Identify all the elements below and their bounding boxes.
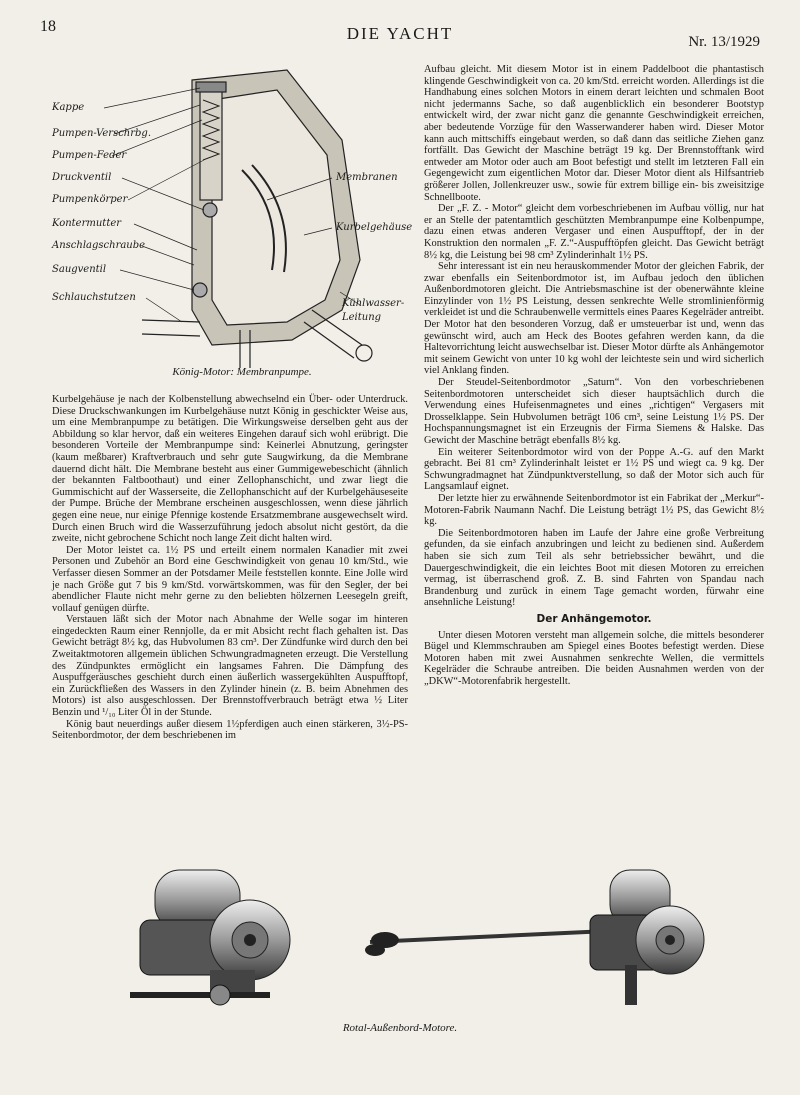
label-anschlagschraube: Anschlagschraube xyxy=(52,240,146,251)
paragraph: Kurbelgehäuse je nach der Kolbenstellung abwechselnd ein Über- oder Unterdruck. Diese Druckschwankungen im Kurbelgehäuse nutzt König in geschickter Weise aus, um eine Membranpumpe zu betätigen. Die Wirkungsweise derselben geht aus der Abbildung so klar hervor, daß ein weiteres Eingehen darauf sich wohl erübrigt. Die besonderen Vorteile der Membranpumpe sind: Keinerlei Abnutzung, geringster (kaum meßbarer) Kraftverbrauch und sehr gute Saugwirkung, da die Membrane dauernd dicht hält. Die Membrane besteht aus einer Gummigewebeschicht (ähnlich der bekannten Faltboothaut) und einer Zellophanschicht, und zwar liegt die Gummischicht auf der Wasserseite, die Zellophanschicht auf der Kurbelgehäuseseite der Pumpe. Brüche der Membrane erscheinen ausgeschlossen, wenn diese jährlich gegen eine neue, nur einige Pfennige kostende Ersatzmembrane ausgewechselt wird. Durch einen Bruch wird die Wasserzuführung jedoch absolut nicht gestört, da die zweite, nicht gebrochene Schicht noch lange Zeit dicht halten wird. xyxy=(52,394,408,545)
paragraph: Der letzte hier zu erwähnende Seitenbordmotor ist ein Fabrikat der „Merkur“-Motoren-Fabrik Naumann Nachf. Die Leistung beträgt 1½ PS, das Gewicht 8½ kg. xyxy=(424,492,764,528)
label-membranen: Membranen xyxy=(336,172,398,183)
paragraph: Der Motor leistet ca. 1½ PS und erteilt einem normalen Kanadier mit zwei Personen und Zubehör an Bord eine Geschwindigkeit von genau 10 km/Std., wie Verfasser diesen Sommer an der Potsdamer Meile feststellen konnte. Eine Jolle wird je nach Größe gut 7 bis 9 km/Std. vorwärtskommen, was für den Segler, der bei abendlicher Flaute nicht mehr gerne zu den beliebten hölzernen Leesegeln greift, vollauf genügen dürfte. xyxy=(52,544,408,614)
label-kappe: Kappe xyxy=(52,102,85,113)
paragraph: König baut neuerdings außer diesem 1½pferdigen auch einen stärkeren, 3½-PS-Seitenbordmotor, der dem beschriebenen im xyxy=(52,718,408,742)
label-kuehlwasser: Kühlwasser- xyxy=(342,298,405,309)
paragraph: Ein weiterer Seitenbordmotor wird von der Poppe A.-G. auf den Markt gebracht. Bei 81 cm³ Zylinderinhalt leistet er 1½ PS und wiegt ca. 9 kg. Der Schwungradmagnet hat Zündpunktverstellung, so daß der Motor sich auch für Langsamlauf eignet. xyxy=(424,446,764,493)
label-saugventil: Saugventil xyxy=(52,264,107,275)
paragraph: Der Steudel-Seitenbordmotor „Saturn“. Von den vorbeschriebenen Seitenbordmotoren unterscheidet sich dieser hauptsächlich durch die Verwendung eines Hufeisenmagnetes und eines „richtigen“ Vergasers mit Drosselklappe. Sein Hubvolumen beträgt 106 cm³, seine Leistung 1½ PS. Der Hochspannungsmagnet ist ein Erzeugnis der Firma Siemens & Halske. Das Gewicht der Maschine beträgt ebenfalls 8½ kg. xyxy=(424,377,764,446)
label-pumpenkoerper: Pumpenkörper xyxy=(52,194,128,205)
outboard-motors-photo xyxy=(110,860,710,1030)
left-motor xyxy=(130,870,290,1005)
magazine-title: DIE YACHT xyxy=(346,24,454,43)
left-text-column xyxy=(52,394,408,742)
outboard-motors-drawing xyxy=(110,860,710,1025)
paragraph: Der „F. Z. - Motor“ gleicht dem vorbeschriebenen im Aufbau völlig, nur hat er an Stelle der patentamtlich geschützten Membranpumpe eine Kolbenpumpe, dazu einen etwas anderen Vergaser und einen Auspufftopf, der in der Konstruktion den normalen „F. Z.“-Auspufftöpfen gleicht. Das Gewicht beträgt 8½ kg, die Leistung bei 98 cm³ Zylinderinhalt 1½ PS. xyxy=(424,203,764,261)
right-motor xyxy=(590,870,704,1005)
paragraph: Sehr interessant ist ein neu herauskommender Motor der gleichen Fabrik, der zwar ebenfalls ein Seitenbordmotor ist, im Aufbau jedoch den üblichen Außenbordmotoren gleicht. Die Antriebsmaschine ist der obenerwähnte kleine Einzylinder von 1½ PS Leistung, dessen senkrechte Welle stromlinienförmig verkleidet ist und die Schraubenwelle vermittels eines Paares Kegelräder antreibt. Der Motor hat den besonderen Vorzug, daß er umsteuerbar ist und, wenn das gewünscht wird, auch am Heck des Bootes gefahren werden kann, da die Haltevorrichtung leicht auswechselbar ist. Dieser Motor dürfte als Anhängemotor mit seinem Gewicht von unter 10 kg wohl der leichteste sein und wird sicherlich viel Anklang finden. xyxy=(424,261,764,377)
paragraph: Die Seitenbordmotoren haben im Laufe der Jahre eine große Verbreitung gefunden, da sie einfach anzubringen und leicht zu bedienen sind. Außerdem haben sie sich zum Teil als sehr betriebssicher bewährt, und die Dauergeschwindigkeit, die ein leichtes Boot mit diesen Motoren zu erreichen vermag, ist überraschend groß. Z. B. sind Fahrten von Spandau nach Brandenburg und zurück in einem Tage gemacht worden, fürwahr eine ansehnliche Leistung! xyxy=(424,527,764,609)
page-number: 18 xyxy=(40,18,56,35)
issue-number: Nr. 13/1929 xyxy=(688,34,760,50)
membrane-pump-caption: König-Motor: Membranpumpe. xyxy=(172,366,312,378)
label-pumpen-feder: Pumpen-Feder xyxy=(52,150,127,161)
paragraph: Aufbau gleicht. Mit diesem Motor ist in einem Paddelboot die phantastisch klingende Geschwindigkeit von ca. 20 km/Std. erreicht worden. Allerdings ist die Handhabung eines solchen Motors in einem derart leichten und schmalen Boot nicht jedermanns Sache, so daß augenblicklich ein besonderer Bootstyp entwickelt wird, der zwar nicht ganz die genannte Geschwindigkeit erreichen, aber bedeutende Vorzüge für den Wasserwanderer haben wird. Dieser Motor kann auch mittschiffs eingebaut werden, so daß dann das seitliche Ziehen ganz fortfällt. Das Gewicht der Maschine beträgt 19 kg. Der Brennstofftank wird entweder am Motor oder auch am Boot befestigt und stellt im letzteren Fall ein Gegengewicht zum eigentlichen Motor dar. Dieser Motor dient als Hilfsantrieb größerer Jollen, Jollenkreuzer usw., sowie für extrem billige ein- bis zweisitzige Schnellboote. xyxy=(424,64,764,203)
label-schlauchstutzen: Schlauchstutzen xyxy=(52,292,136,303)
label-druckventil: Druckventil xyxy=(52,172,112,183)
label-leitung: Leitung xyxy=(342,312,382,323)
label-kurbelgehaeuse: Kurbelgehäuse xyxy=(336,222,413,233)
outboard-motors-caption: Rotal-Außenbord-Motore. xyxy=(342,1022,458,1034)
section-heading: Der Anhängemotor. xyxy=(536,612,652,625)
right-text-column xyxy=(424,64,764,687)
paragraph: Verstauen läßt sich der Motor nach Abnahme der Welle sogar im hinteren eingedeckten Raum einer Rennjolle, da er mit Absicht recht flach gehalten ist. Das Gewicht beträgt 8½ kg, das Hubvolumen 83 cm³. Der Zündfunke wird durch den bei Zweitaktmotoren allgemein üblichen Schwungradmagneten erzeugt. Die Verstellung des Zündpunktes ermöglicht ein langsames Fahren. Die Dämpfung des Auspuffgeräusches geschieht durch einen äußerlich wassergekühlten Auspufftopf, ein Zurückfließen des Wassers in den Zylinder hinein (z. B. beim Abnehmen des Motors) ist also ausgeschlossen. Der Brennstoffverbrauch beträgt etwa ½ Liter Benzin und ¹/₁₀ Liter Öl in der Stunde. xyxy=(52,614,408,719)
membrane-pump-figure xyxy=(42,60,434,386)
label-pumpen-verschraubung: Pumpen-Verschrbg. xyxy=(52,128,151,139)
paragraph: Unter diesen Motoren versteht man allgemein solche, die mittels besonderer Bügel und Klemmschrauben am Spiegel eines Bootes befestigt werden. Diese Motoren haben mit zwei Ausnahmen senkrechte Wellen, die vermittels Kegelräder die Schraube antreiben. Die beiden Ausnahmen werden von der „DKW“-Motorenfabrik hergestellt. xyxy=(424,629,764,687)
label-kontermutter: Kontermutter xyxy=(52,218,122,229)
